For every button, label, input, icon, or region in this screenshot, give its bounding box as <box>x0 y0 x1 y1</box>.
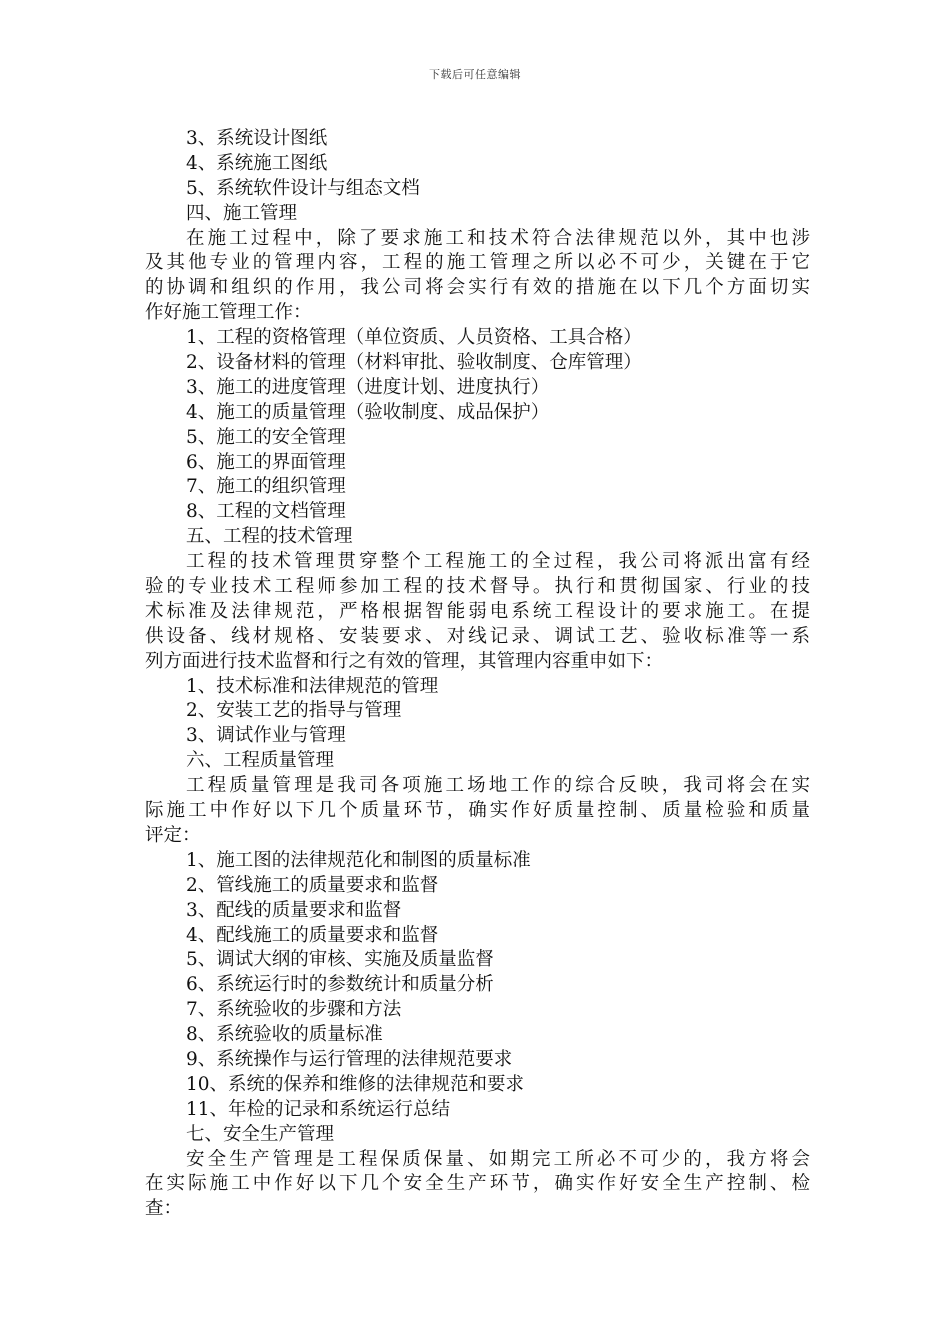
text-line: 3、系统设计图纸 <box>186 128 328 149</box>
text-line: 供设备、线材规格、安装要求、对线记录、调试工艺、验收标准等一系 <box>145 625 810 647</box>
text-line: 六、工程质量管理 <box>186 750 335 772</box>
text-line: 3、调试作业与管理 <box>186 725 346 747</box>
text-line: 查： <box>145 1198 183 1220</box>
text-line: 在施工过程中，除了要求施工和技术符合法律规范以外，其中也涉 <box>186 227 810 249</box>
text-line: 5、系统软件设计与组态文档 <box>186 177 420 199</box>
text-line: 工程的技术管理贯穿整个工程施工的全过程，我公司将派出富有经 <box>186 551 810 573</box>
text-line: 验的专业技术工程师参加工程的技术督导。执行和贯彻国家、行业的技 <box>145 576 810 598</box>
text-line: 及其他专业的管理内容，工程的施工管理之所以必不可少，关键在于它 <box>145 252 810 274</box>
document-body <box>145 127 810 1222</box>
text-line: 8、工程的文档管理 <box>186 501 346 523</box>
text-line: 七、安全生产管理 <box>186 1123 335 1145</box>
text-line: 9、系统操作与运行管理的法律规范要求 <box>186 1048 513 1070</box>
text-line: 10、系统的保养和维修的法律规范和要求 <box>186 1073 525 1095</box>
text-line: 列方面进行技术监督和行之有效的管理，其管理内容重申如下： <box>145 650 664 672</box>
text-line: 在实际施工中作好以下几个安全生产环节，确实作好安全生产控制、检 <box>145 1173 810 1195</box>
text-line: 术标准及法律规范，严格根据智能弱电系统工程设计的要求施工。在提 <box>145 600 810 622</box>
text-line: 2、管线施工的质量要求和监督 <box>186 874 439 896</box>
text-line: 4、施工的质量管理（验收制度、成品保护） <box>186 401 550 423</box>
text-line: 3、施工的进度管理（进度计划、进度执行） <box>186 376 550 398</box>
text-line: 的协调和组织的作用，我公司将会实行有效的措施在以下几个方面切实 <box>145 277 810 299</box>
text-line: 际施工中作好以下几个质量环节，确实作好质量控制、质量检验和质量 <box>145 800 810 822</box>
text-line: 2、安装工艺的指导与管理 <box>186 700 402 722</box>
text-line: 4、配线施工的质量要求和监督 <box>186 924 439 946</box>
text-line: 2、设备材料的管理（材料审批、验收制度、仓库管理） <box>186 352 642 374</box>
page-header-note: 下载后可任意编辑 <box>429 68 521 81</box>
text-line: 11、年检的记录和系统运行总结 <box>186 1098 451 1120</box>
text-line: 7、系统验收的步骤和方法 <box>186 999 402 1021</box>
text-line: 7、施工的组织管理 <box>186 476 346 498</box>
text-line: 6、施工的界面管理 <box>186 451 346 473</box>
text-line: 5、调试大纲的审核、实施及质量监督 <box>186 949 494 971</box>
text-line: 工程质量管理是我司各项施工场地工作的综合反映，我司将会在实 <box>186 775 810 797</box>
text-line: 5、施工的安全管理 <box>186 426 346 448</box>
text-line: 四、施工管理 <box>186 202 298 224</box>
text-line: 五、工程的技术管理 <box>186 526 353 548</box>
text-line: 8、系统验收的质量标准 <box>186 1024 383 1046</box>
text-line: 作好施工管理工作： <box>145 302 312 324</box>
text-line: 4、系统施工图纸 <box>186 152 328 174</box>
text-line: 1、技术标准和法律规范的管理 <box>186 675 439 697</box>
text-line: 评定： <box>145 824 201 846</box>
text-line: 1、工程的资格管理（单位资质、人员资格、工具合格） <box>186 327 642 349</box>
text-line: 6、系统运行时的参数统计和质量分析 <box>186 974 494 996</box>
text-line: 3、配线的质量要求和监督 <box>186 899 402 921</box>
text-line: 安全生产管理是工程保质保量、如期完工所必不可少的，我方将会 <box>186 1148 810 1170</box>
text-line: 1、施工图的法律规范化和制图的质量标准 <box>186 849 531 871</box>
